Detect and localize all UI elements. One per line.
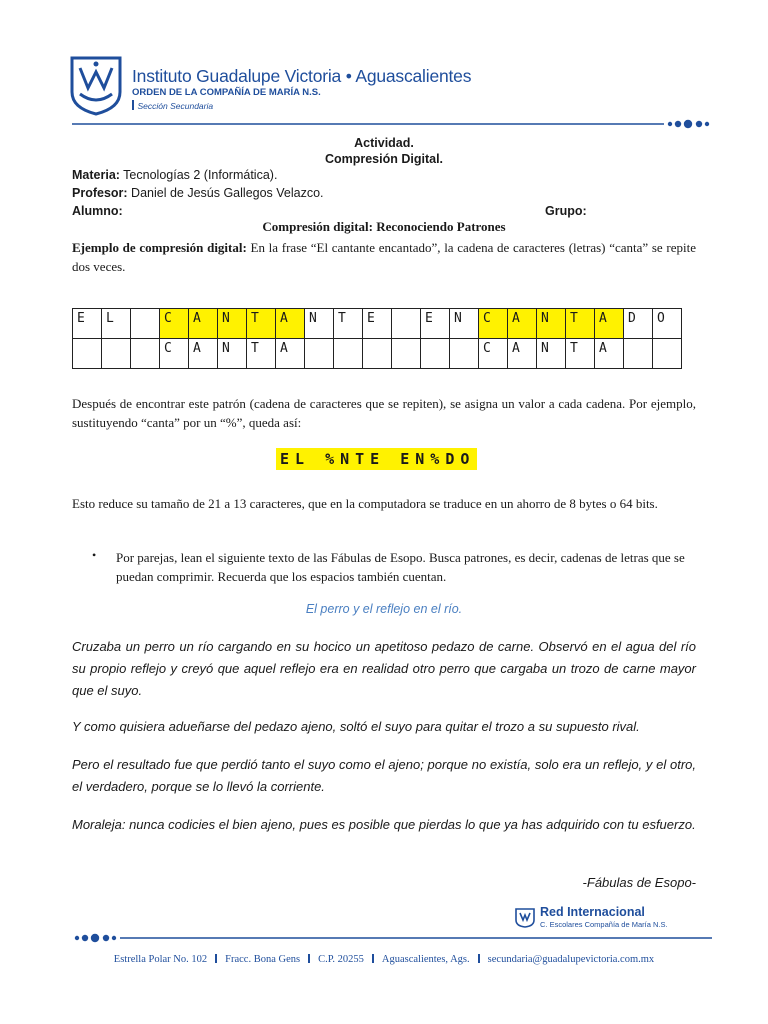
footer-address bbox=[0, 954, 768, 965]
header-divider bbox=[72, 112, 712, 136]
institution-order: ORDEN DE LA COMPAÑÍA DE MARÍA N.S. bbox=[132, 87, 321, 98]
grid-cell: T bbox=[566, 339, 595, 369]
footer-postal: C.P. 20255 bbox=[318, 954, 364, 965]
grid-cell bbox=[392, 309, 421, 339]
grid-cell bbox=[102, 339, 131, 369]
grid-cell: T bbox=[247, 339, 276, 369]
grid-row bbox=[73, 339, 682, 369]
grid-cell: A bbox=[595, 309, 624, 339]
grid-cell bbox=[392, 339, 421, 369]
materia-label: Materia: bbox=[72, 168, 120, 182]
pattern-explanation: Después de encontrar este patrón (cadena de caracteres que se repiten), se asigna un valor a cada cadena. Por ejemplo, sustituyendo “canta” por un “%”, queda así: bbox=[72, 396, 696, 430]
grid-cell: N bbox=[537, 339, 566, 369]
grid-cell: A bbox=[508, 309, 537, 339]
fable-source: -Fábulas de Esopo- bbox=[582, 875, 696, 890]
fable-paragraph-1: Cruzaba un perro un río cargando en su hocico un apetitoso pedazo de carne. Observó en el agua del río su propio reflejo y creyó que aquel reflejo era en realidad otro perro que cargaba un trozo de carne mayor que el suyo. bbox=[72, 639, 696, 698]
footer-street: Estrella Polar No. 102 bbox=[113, 954, 208, 965]
profesor-label: Profesor: bbox=[72, 186, 128, 200]
grid-cell bbox=[624, 339, 653, 369]
profesor-line bbox=[72, 186, 324, 200]
grid-cell: A bbox=[595, 339, 624, 369]
grid-cell bbox=[131, 339, 160, 369]
grid-cell: T bbox=[566, 309, 595, 339]
grupo-label: Grupo: bbox=[545, 204, 587, 218]
footer-neighborhood: Fracc. Bona Gens bbox=[225, 954, 301, 965]
instruction-text: Por parejas, lean el siguiente texto de las Fábulas de Esopo. Busca patrones, es decir, cadenas de letras que se puedan comprimir. Recuerda que los espacios también cuentan. bbox=[116, 550, 685, 584]
grid-cell: C bbox=[160, 309, 189, 339]
network-logo-icon bbox=[514, 906, 536, 928]
reduction-text: Esto reduce su tamaño de 21 a 13 caracteres, que en la computadora se traduce en un ahorro de 8 bytes o 64 bits. bbox=[72, 496, 658, 511]
character-grid bbox=[72, 308, 682, 369]
grid-cell: A bbox=[276, 339, 305, 369]
compressed-phrase: EL %NTE EN%DO bbox=[276, 448, 477, 470]
grid-cell: O bbox=[653, 309, 682, 339]
network-name: Red Internacional bbox=[540, 905, 645, 919]
grid-cell: A bbox=[276, 309, 305, 339]
fable-title: El perro y el reflejo en el río. bbox=[305, 602, 463, 616]
grid-cell: C bbox=[160, 339, 189, 369]
fable-paragraph-4: Moraleja: nunca codicies el bien ajeno, pues es posible que pierdas lo que ya has adquirido con tu esfuerzo. bbox=[72, 817, 696, 832]
activity-title: Actividad. bbox=[354, 136, 414, 150]
materia-line bbox=[72, 168, 277, 182]
grid-cell: E bbox=[421, 309, 450, 339]
alumno-label: Alumno: bbox=[72, 204, 123, 218]
fable-paragraph-3: Pero el resultado fue que perdió tanto el suyo como el ajeno; porque no existía, solo era un reflejo, y el otro, el verdadero, porque se lo llevó la corriente. bbox=[72, 757, 696, 794]
example-paragraph bbox=[72, 238, 696, 276]
grid-cell bbox=[305, 339, 334, 369]
grid-cell: C bbox=[479, 339, 508, 369]
grid-cell: N bbox=[218, 309, 247, 339]
grid-cell: T bbox=[247, 309, 276, 339]
grid-cell: A bbox=[508, 339, 537, 369]
grid-cell bbox=[363, 339, 392, 369]
grid-row bbox=[73, 309, 682, 339]
bullet-icon: • bbox=[92, 548, 97, 562]
network-subtitle: C. Escolares Compañía de María N.S. bbox=[540, 920, 668, 929]
profesor-value: Daniel de Jesús Gallegos Velazco. bbox=[127, 186, 324, 200]
institution-name: Instituto Guadalupe Victoria • Aguascalientes bbox=[132, 66, 472, 86]
grid-cell bbox=[450, 339, 479, 369]
grid-cell bbox=[131, 309, 160, 339]
grid-cell: E bbox=[73, 309, 102, 339]
grid-cell: N bbox=[305, 309, 334, 339]
institute-logo-icon bbox=[68, 52, 124, 116]
footer-divider bbox=[72, 926, 712, 950]
grid-cell: E bbox=[363, 309, 392, 339]
grid-cell: N bbox=[450, 309, 479, 339]
grid-cell bbox=[334, 339, 363, 369]
footer-email[interactable]: secundaria@guadalupevictoria.com.mx bbox=[487, 954, 655, 965]
footer-city: Aguascalientes, Ags. bbox=[381, 954, 470, 965]
grid-cell: A bbox=[189, 309, 218, 339]
grid-cell: T bbox=[334, 309, 363, 339]
grid-cell bbox=[421, 339, 450, 369]
example-text: En la frase “El cantante encantado”, la cadena de caracteres (letras) “canta” se repite dos veces. bbox=[72, 240, 697, 274]
materia-value: Tecnologías 2 (Informática). bbox=[119, 168, 278, 182]
section-title: Compresión digital: Reconociendo Patrones bbox=[262, 219, 506, 234]
grid-cell bbox=[653, 339, 682, 369]
grid-cell: N bbox=[218, 339, 247, 369]
activity-subtitle: Compresión Digital. bbox=[324, 152, 444, 166]
grid-cell: D bbox=[624, 309, 653, 339]
fable-paragraph-2: Y como quisiera adueñarse del pedazo ajeno, soltó el suyo para quitar el trozo a su supuesto rival. bbox=[72, 719, 640, 734]
grid-cell: N bbox=[537, 309, 566, 339]
grid-cell: A bbox=[189, 339, 218, 369]
institution-section: Sección Secundaria bbox=[132, 100, 213, 111]
grid-cell bbox=[73, 339, 102, 369]
grid-cell: L bbox=[102, 309, 131, 339]
grid-cell: C bbox=[479, 309, 508, 339]
example-label: Ejemplo de compresión digital: bbox=[72, 240, 247, 255]
